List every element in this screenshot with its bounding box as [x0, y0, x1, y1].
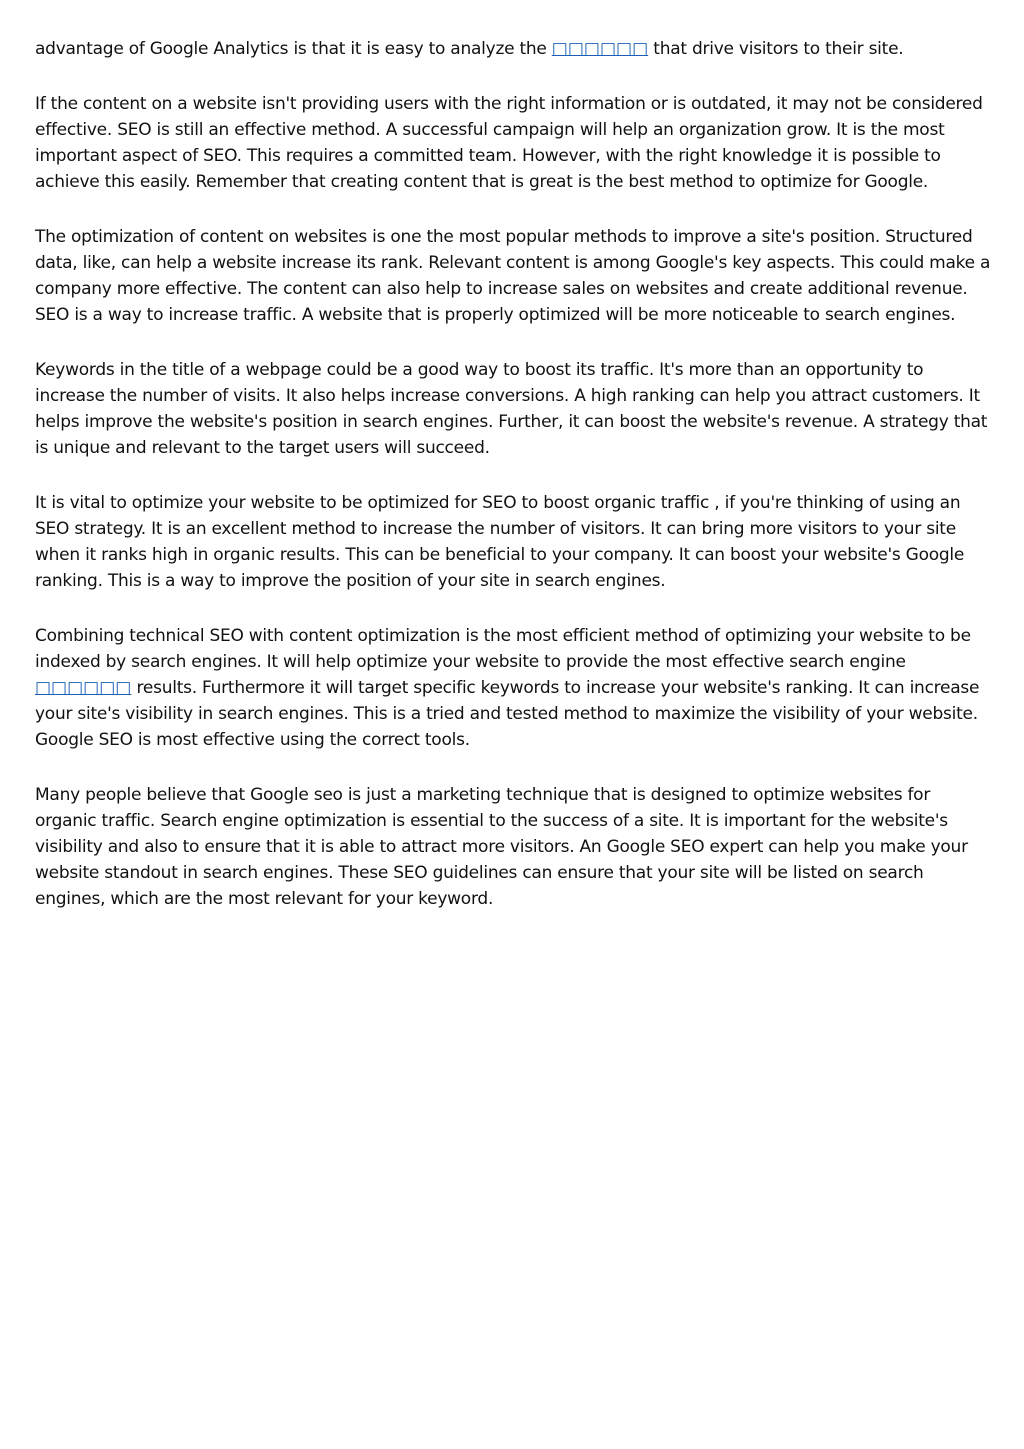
inline-link[interactable]: □□□□□□	[35, 678, 132, 698]
paragraph-text: advantage of Google Analytics is that it is easy to analyze the	[35, 39, 552, 59]
paragraph-google-seo-belief: Many people believe that Google seo is just a marketing technique that is designed to optimize websites for organic traffic. Search engine optimization is essential to the success of a site. It is important for the website's visibility and also to ensure that it is able to attract more visitors. An Google SEO expert can help you make your website standout in search engines. These SEO guidelines can ensure that your site will be listed on search engines, which are the most relevant for your keyword.	[35, 785, 968, 909]
paragraph-text: Combining technical SEO with content optimization is the most efficient method of optimizing your website to be indexed by search engines. It will help optimize your website to provide the most effective search engine	[35, 626, 971, 672]
paragraph-text: that drive visitors to their site.	[648, 39, 904, 59]
paragraph-content-effectiveness: If the content on a website isn't providing users with the right information or is outdated, it may not be considered effective. SEO is still an effective method. A successful campaign will help an organization grow. It is the most important aspect of SEO. This requires a committed team. However, with the right knowledge it is possible to achieve this easily. Remember that creating content that is great is the best method to optimize for Google.	[35, 94, 983, 192]
paragraph-content-optimization: The optimization of content on websites is one the most popular methods to improve a site's position. Structured data, like, can help a website increase its rank. Relevant content is among Google's key aspects. This could make a company more effective. The content can also help to increase sales on websites and create additional revenue. SEO is a way to increase traffic. A website that is properly optimized will be more noticeable to search engines.	[35, 227, 991, 325]
paragraph-technical-seo	[35, 623, 995, 753]
paragraph-analytics	[35, 36, 995, 62]
paragraph-keywords-title: Keywords in the title of a webpage could be a good way to boost its traffic. It's more than an opportunity to increase the number of visits. It also helps increase conversions. A high ranking can help you attract customers. It helps improve the website's position in search engines. Further, it can boost the website's revenue. A strategy that is unique and relevant to the target users will succeed.	[35, 360, 988, 458]
paragraph-text: results. Furthermore it will target specific keywords to increase your website's ranking. It can increase your site's visibility in search engines. This is a tried and tested method to maximize the visibility of your website. Google SEO is most effective using the correct tools.	[35, 678, 980, 750]
paragraph-organic-traffic: It is vital to optimize your website to be optimized for SEO to boost organic traffic , if you're thinking of using an SEO strategy. It is an excellent method to increase the number of visitors. It can bring more visitors to your site when it ranks high in organic results. This can be beneficial to your company. It can boost your website's Google ranking. This is a way to improve the position of your site in search engines.	[35, 493, 965, 591]
document-body	[35, 36, 995, 941]
inline-link[interactable]: □□□□□□	[551, 39, 649, 59]
